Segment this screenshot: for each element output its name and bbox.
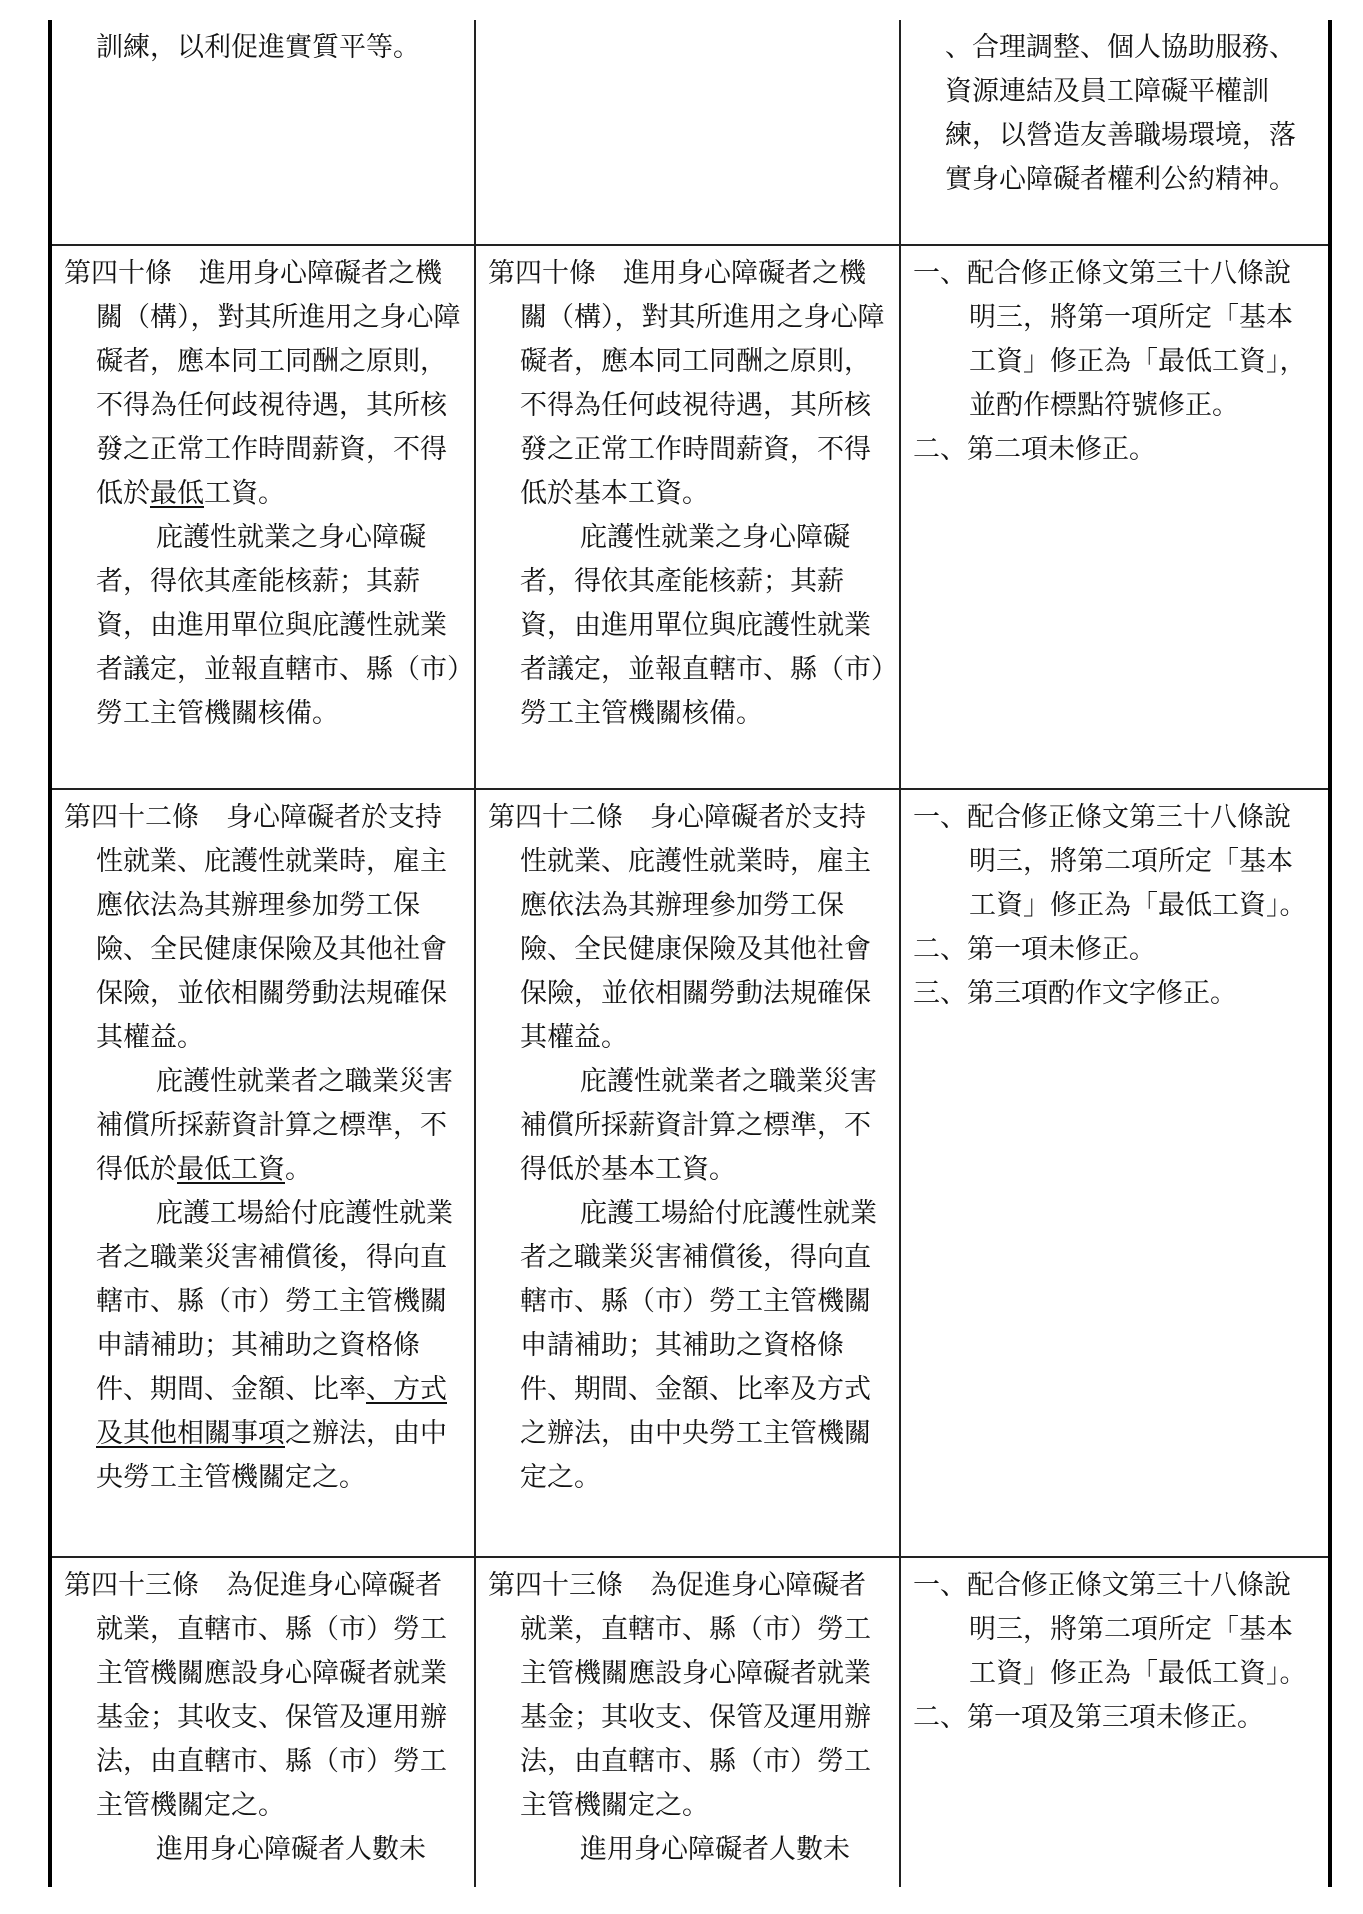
- current-text-cell: [475, 245, 900, 789]
- explanation-cell: [900, 245, 1330, 789]
- table-row: [50, 1557, 1330, 1887]
- explanation-item: 二、第二項未修正。: [913, 434, 1156, 465]
- table-row: [50, 245, 1330, 789]
- article-42-current-p1: 第四十二條 身心障礙者於支持性就業、庇護性就業時，雇主應依法為其辦理參加勞工保險、全民健康保險及其他社會保險，並依相關勞動法規確保其權益。: [488, 802, 871, 1053]
- explanation-cell: [900, 1557, 1330, 1887]
- article-43-amended-p2: 進用身心障礙者人數未: [156, 1834, 426, 1865]
- explanation-cell: [900, 789, 1330, 1557]
- explanation-item: 一、配合修正條文第三十八條說明三，將第二項所定「基本工資」修正為「最低工資」。: [913, 802, 1307, 921]
- table-row: [50, 789, 1330, 1557]
- explanation-text: 、合理調整、個人協助服務、資源連結及員工障礙平權訓練，以營造友善職場環境，落實身心障礙者權利公約精神。: [945, 32, 1296, 195]
- explanation-item: 三、第三項酌作文字修正。: [913, 978, 1237, 1009]
- current-text-cell: [475, 1557, 900, 1887]
- article-40-current-p2: 庇護性就業之身心障礙者，得依其產能核薪；其薪資，由進用單位與庇護性就業者議定，並報直轄市、縣（市）勞工主管機關核備。: [520, 522, 885, 729]
- article-42-current-p3: 庇護工場給付庇護性就業者之職業災害補償後，得向直轄市、縣（市）勞工主管機關申請補助；其補助之資格條件、期間、金額、比率及方式之辦法，由中央勞工主管機關定之。: [520, 1198, 877, 1493]
- article-40-amended-p1: 第四十條 進用身心障礙者之機關（構），對其所進用之身心障礙者，應本同工同酬之原則，不得為任何歧視待遇，其所核發之正常工作時間薪資，不得低於最低工資。: [64, 258, 461, 509]
- article-42-current-p2: 庇護性就業者之職業災害補償所採薪資計算之標準，不得低於基本工資。: [520, 1066, 877, 1185]
- article-40-amended-p2: 庇護性就業之身心障礙者，得依其產能核薪；其薪資，由進用單位與庇護性就業者議定，並報直轄市、縣（市）勞工主管機關核備。: [96, 522, 461, 729]
- amended-underline: 最低工資: [177, 1154, 285, 1185]
- article-43-amended-p1: 第四十三條 為促進身心障礙者就業，直轄市、縣（市）勞工主管機關應設身心障礙者就業基金；其收支、保管及運用辦法，由直轄市、縣（市）勞工主管機關定之。: [64, 1570, 447, 1821]
- article-43-current-p2: 進用身心障礙者人數未: [580, 1834, 850, 1865]
- article-42-amended-p2: 庇護性就業者之職業災害補償所採薪資計算之標準，不得低於最低工資。: [96, 1066, 453, 1185]
- explanation-cell: [900, 20, 1330, 245]
- explanation-item: 二、第一項未修正。: [913, 934, 1156, 965]
- article-42-amended-p1: 第四十二條 身心障礙者於支持性就業、庇護性就業時，雇主應依法為其辦理參加勞工保險、全民健康保險及其他社會保險，並依相關勞動法規確保其權益。: [64, 802, 447, 1053]
- amended-text-cell: [50, 20, 475, 245]
- comparison-table: [48, 20, 1332, 1887]
- article-43-current-p1: 第四十三條 為促進身心障礙者就業，直轄市、縣（市）勞工主管機關應設身心障礙者就業基金；其收支、保管及運用辦法，由直轄市、縣（市）勞工主管機關定之。: [488, 1570, 871, 1821]
- current-text-cell: [475, 789, 900, 1557]
- explanation-item: 二、第一項及第三項未修正。: [913, 1702, 1264, 1733]
- amended-text: 訓練，以利促進實質平等。: [96, 32, 420, 63]
- amended-text-cell: [50, 1557, 475, 1887]
- explanation-item: 一、配合修正條文第三十八條說明三，將第二項所定「基本工資」修正為「最低工資」。: [913, 1570, 1307, 1689]
- article-42-amended-p3: 庇護工場給付庇護性就業者之職業災害補償後，得向直轄市、縣（市）勞工主管機關申請補助；其補助之資格條件、期間、金額、比率、方式及其他相關事項之辦法，由中央勞工主管機關定之。: [96, 1198, 453, 1493]
- table-row: [50, 20, 1330, 245]
- explanation-item: 一、配合修正條文第三十八條說明三，將第一項所定「基本工資」修正為「最低工資」，並酌作標點符號修正。: [913, 258, 1307, 421]
- amended-text-cell: [50, 789, 475, 1557]
- article-40-current-p1: 第四十條 進用身心障礙者之機關（構），對其所進用之身心障礙者，應本同工同酬之原則，不得為任何歧視待遇，其所核發之正常工作時間薪資，不得低於基本工資。: [488, 258, 885, 509]
- amended-underline: 、方式及其他相關事項: [96, 1374, 447, 1449]
- amended-underline: 最低: [150, 478, 204, 509]
- current-text-cell: [475, 20, 900, 245]
- amended-text-cell: [50, 245, 475, 789]
